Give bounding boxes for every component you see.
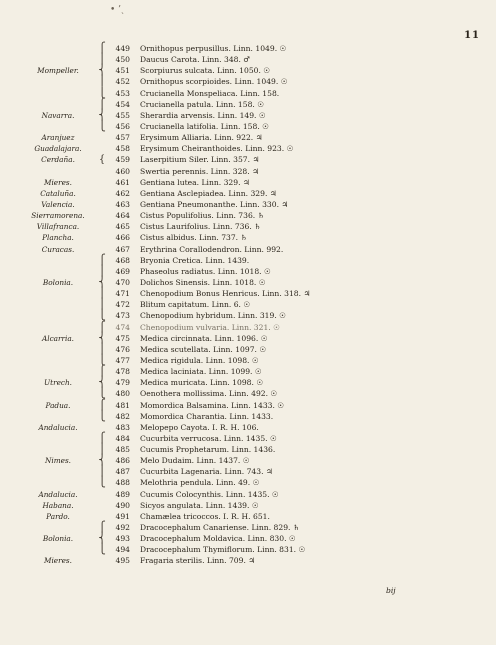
entry-brace: ⎩ — [98, 310, 106, 322]
entry-number: 459 — [115, 155, 130, 165]
entry-location: Mieres. — [44, 556, 72, 566]
entry-number: 490 — [115, 500, 130, 510]
entry-number: 485 — [115, 445, 130, 455]
entry-text: Melopepo Cayota. I. R. H. 106. — [140, 422, 259, 432]
catalog-entry — [0, 99, 496, 110]
entry-text: Erythrina Corallodendron. Linn. 992. — [140, 244, 284, 254]
entry-text: Medica laciniata. Linn. 1099. ☉ — [140, 367, 262, 377]
entry-brace: ⎩ — [98, 544, 106, 556]
entry-location: Cataluña. — [40, 188, 76, 198]
catalog-entry — [0, 477, 496, 488]
catalog-entry — [0, 511, 496, 522]
entry-number: 494 — [115, 545, 130, 555]
catalog-entry — [0, 199, 496, 210]
entry-text: Ornithopus perpusillus. Linn. 1049. ☉ — [140, 44, 287, 53]
entry-number: 470 — [115, 277, 130, 287]
catalog-entry — [0, 121, 496, 132]
catalog-entry — [0, 355, 496, 366]
entry-text: Swertia perennis. Linn. 328. ♃ — [140, 166, 259, 176]
entry-number: 481 — [115, 400, 130, 410]
entry-number: 454 — [115, 99, 130, 109]
catalog-entry — [0, 533, 496, 544]
entry-number: 480 — [115, 389, 130, 399]
entry-number: 489 — [115, 489, 130, 499]
entry-location: Andalucia. — [38, 489, 78, 499]
entry-location: Sierramorena. — [31, 211, 85, 221]
entry-brace: ⎪ — [98, 343, 106, 355]
entry-text: Scorpiurus sulcata. Linn. 1050. ☉ — [140, 66, 271, 76]
entry-text: Crucianella patula. Linn. 158. ☉ — [140, 99, 265, 109]
catchword: bij — [386, 586, 396, 595]
entry-text: Crucianella Monspeliaca. Linn. 158. — [140, 88, 280, 98]
entry-text: Gentiana Asclepiadea. Linn. 329. ♃ — [140, 188, 277, 198]
entry-brace: ⎧ — [98, 43, 106, 54]
catalog-entry — [0, 210, 496, 221]
entry-text: Medica circinnata. Linn. 1096. ☉ — [140, 333, 268, 343]
entry-text: Crucianella latifolia. Linn. 158. ☉ — [140, 121, 269, 131]
entry-number: 488 — [115, 478, 130, 488]
entry-text: Fragaria sterilis. Linn. 709. ♃ — [140, 556, 256, 566]
entry-text: Momordica Balsamina. Linn. 1433. ☉ — [140, 400, 285, 410]
catalog-entry — [0, 555, 496, 566]
entry-location: Valencia. — [41, 199, 75, 209]
entry-location: Cerdaña. — [41, 155, 75, 165]
entry-number: 462 — [115, 188, 130, 198]
catalog-entry — [0, 166, 496, 177]
entry-number: 461 — [115, 177, 130, 187]
entry-brace: ⎪ — [98, 466, 106, 478]
entry-brace: ⎧ — [98, 98, 106, 110]
catalog-entry — [0, 43, 496, 54]
entry-brace: ⎨ — [98, 332, 106, 344]
entry-text: Blitum capitatum. Linn. 6. ☉ — [140, 300, 251, 310]
catalog-entry — [0, 544, 496, 555]
catalog-entry — [0, 65, 496, 76]
catalog-entry — [0, 333, 496, 344]
entry-number: 492 — [115, 523, 130, 533]
entry-text: Cucumis Prophetarum. Linn. 1436. — [140, 445, 276, 455]
entry-location: Plancha. — [42, 233, 74, 243]
entry-brace: ⎧ — [98, 522, 106, 534]
entry-brace: ⎧ — [98, 254, 106, 266]
entry-text: Phaseolus radiatus. Linn. 1018. ☉ — [140, 266, 271, 276]
entry-number: 475 — [115, 333, 130, 343]
entry-location: Habana. — [42, 500, 74, 510]
entry-text: Melothria pendula. Linn. 49. ☉ — [140, 478, 260, 488]
entry-location: Pardo. — [46, 511, 70, 521]
entry-number: 491 — [115, 511, 130, 521]
entry-text: Chamælea tricoccos. I. R. H. 651. — [140, 511, 270, 521]
catalog-entry — [0, 522, 496, 533]
catalog-entry — [0, 277, 496, 288]
entry-text: Erysimum Cheiranthoides. Linn. 923. ☉ — [140, 144, 294, 154]
entry-text: Medica rigidula. Linn. 1098. ☉ — [140, 355, 259, 365]
entry-location: Aranjuez — [41, 133, 75, 143]
catalog-entry — [0, 266, 496, 277]
entry-text: Laserpitium Siler. Linn. 357. ♃ — [140, 155, 260, 165]
entry-brace: ⎩ — [98, 477, 106, 489]
catalog-entry — [0, 388, 496, 399]
entry-text: Chenopodium vulvaria. Linn. 321. ☉ — [140, 322, 280, 332]
entry-text: Chenopodium hybridum. Linn. 319. ☉ — [140, 311, 286, 321]
entry-number: 478 — [115, 367, 130, 377]
entry-text: Cucurbita Lagenaria. Linn. 743. ♃ — [140, 467, 273, 477]
entry-brace: { — [98, 154, 106, 166]
entry-location: Villafranca. — [36, 222, 80, 232]
catalog-entry — [0, 232, 496, 243]
catalog-entry — [0, 288, 496, 299]
catalog-entry — [0, 489, 496, 500]
entry-text: Cucurbita verrucosa. Linn. 1435. ☉ — [140, 433, 277, 443]
entry-text: Gentiana lutea. Linn. 329. ♃ — [140, 177, 250, 187]
catalog-list — [0, 43, 496, 567]
entry-text: Medica scutellata. Linn. 1097. ☉ — [140, 344, 267, 354]
entry-text: Cucumis Colocynthis. Linn. 1435. ☉ — [140, 489, 279, 499]
entry-number: 493 — [115, 534, 130, 544]
catalog-entry — [0, 143, 496, 154]
entry-text: Ornithopus scorpioides. Linn. 1049. ☉ — [140, 77, 288, 87]
entry-text: Dracocephalum Thymiflorum. Linn. 831. ☉ — [140, 545, 306, 555]
entry-text: Chenopodium Bonus Henricus. Linn. 318. ♃ — [140, 289, 311, 299]
entry-text: Cistus Populifolius. Linn. 736. ♄ — [140, 211, 265, 221]
entry-number: 457 — [115, 133, 130, 143]
catalog-entry — [0, 500, 496, 511]
entry-number: 453 — [115, 88, 130, 98]
entry-brace: ⎧ — [98, 432, 106, 444]
entry-number: 479 — [115, 378, 130, 388]
entry-number: 455 — [115, 110, 130, 120]
entry-number: 472 — [115, 300, 130, 310]
entry-location: Bolonia. — [42, 534, 74, 544]
entry-location: Alcarria. — [41, 333, 75, 343]
entry-number: 456 — [115, 121, 130, 131]
entry-brace: ⎪ — [98, 76, 106, 88]
entry-brace: ⎨ — [98, 377, 106, 389]
entry-number: 464 — [115, 211, 130, 221]
catalog-entry — [0, 54, 496, 65]
catalog-entry — [0, 177, 496, 188]
entry-text: Oenothera mollissima. Linn. 492. ☉ — [140, 389, 278, 399]
catalog-entry — [0, 366, 496, 377]
entry-brace: ⎪ — [98, 265, 106, 277]
catalog-entry — [0, 411, 496, 422]
entry-location: Padua. — [45, 400, 71, 410]
entry-brace: ⎪ — [98, 54, 106, 66]
catalog-entry — [0, 322, 496, 333]
entry-number: 474 — [115, 322, 130, 332]
entry-location: Nimes. — [44, 456, 72, 466]
entry-brace: ⎪ — [98, 444, 106, 456]
entry-text: Dracocephalum Canariense. Linn. 829. ♄ — [140, 523, 300, 533]
catalog-entry — [0, 244, 496, 255]
entry-number: 452 — [115, 77, 130, 87]
entry-location: Guadalajara. — [34, 144, 82, 154]
entry-number: 482 — [115, 411, 130, 421]
entry-number: 477 — [115, 355, 130, 365]
entry-brace: ⎧ — [98, 399, 106, 411]
entry-text: Dolichos Sinensis. Linn. 1018. ☉ — [140, 277, 266, 287]
catalog-entry — [0, 310, 496, 321]
catalog-entry — [0, 110, 496, 121]
page-number: 11 — [464, 30, 480, 41]
entry-number: 466 — [115, 233, 130, 243]
catalog-entry — [0, 255, 496, 266]
entry-number: 467 — [115, 244, 130, 254]
entry-brace: ⎨ — [98, 65, 106, 77]
entry-brace: ⎨ — [98, 455, 106, 467]
catalog-entry — [0, 188, 496, 199]
entry-location: Utrech. — [44, 378, 72, 388]
entry-brace: ⎧ — [98, 321, 106, 333]
entry-number: 471 — [115, 289, 130, 299]
entry-location: Mieres. — [44, 177, 72, 187]
entry-number: 473 — [115, 311, 130, 321]
entry-brace: ⎩ — [98, 388, 106, 400]
entry-text: Erysimum Alliaria. Linn. 922. ♃ — [140, 133, 263, 143]
entry-text: Daucus Carota. Linn. 348. ♂ — [140, 55, 251, 65]
catalog-entry — [0, 88, 496, 99]
entry-text: Cistus albidus. Linn. 737. ♄ — [140, 233, 248, 243]
entry-location: Navarra. — [41, 110, 75, 120]
entry-text: Dracocephalum Moldavica. Linn. 830. ☉ — [140, 534, 296, 544]
entry-text: Sherardia arvensis. Linn. 149. ☉ — [140, 110, 266, 120]
entry-number: 483 — [115, 422, 130, 432]
entry-number: 487 — [115, 467, 130, 477]
entry-location: Andalucia. — [38, 422, 78, 432]
entry-brace: ⎩ — [98, 410, 106, 422]
entry-number: 465 — [115, 222, 130, 232]
catalog-entry — [0, 455, 496, 466]
entry-number: 450 — [115, 55, 130, 65]
catalog-entry — [0, 344, 496, 355]
entry-text: Cistus Laurifolius. Linn. 736. ♄ — [140, 222, 261, 232]
entry-location: Mompeller. — [37, 66, 79, 76]
entry-brace: ⎨ — [98, 533, 106, 545]
entry-number: 449 — [115, 44, 130, 53]
entry-number: 495 — [115, 556, 130, 566]
entry-text: Gentiana Pneumonanthe. Linn. 330. ♃ — [140, 199, 289, 209]
catalog-entry — [0, 466, 496, 477]
entry-brace: ⎩ — [98, 87, 106, 99]
entry-number: 463 — [115, 199, 130, 209]
catalog-entry — [0, 76, 496, 87]
entry-brace: ⎪ — [98, 299, 106, 311]
entry-number: 484 — [115, 433, 130, 443]
entry-number: 469 — [115, 266, 130, 276]
catalog-entry — [0, 132, 496, 143]
catalog-entry — [0, 444, 496, 455]
entry-text: Melo Dudaim. Linn. 1437. ☉ — [140, 456, 250, 466]
entry-location: Bolonia. — [42, 277, 74, 287]
entry-number: 451 — [115, 66, 130, 76]
entry-text: Medica muricata. Linn. 1098. ☉ — [140, 378, 264, 388]
entry-brace: ⎧ — [98, 366, 106, 378]
entry-number: 476 — [115, 344, 130, 354]
entry-location: Curacas. — [41, 244, 75, 254]
catalog-entry — [0, 422, 496, 433]
catalog-entry — [0, 400, 496, 411]
catalog-entry — [0, 377, 496, 388]
entry-number: 460 — [115, 166, 130, 176]
catalog-entry — [0, 221, 496, 232]
entry-brace: ⎨ — [98, 276, 106, 288]
entry-brace: ⎪ — [98, 288, 106, 300]
entry-number: 458 — [115, 144, 130, 154]
entry-text: Momordica Charantia. Linn. 1433. — [140, 411, 274, 421]
entry-text: Sicyos angulata. Linn. 1439. ☉ — [140, 500, 259, 510]
entry-text: Bryonia Cretica. Linn. 1439. — [140, 255, 250, 265]
catalog-entry — [0, 154, 496, 165]
entry-number: 468 — [115, 255, 130, 265]
entry-brace: ⎩ — [98, 120, 106, 132]
catalog-entry — [0, 433, 496, 444]
entry-brace: ⎨ — [98, 109, 106, 121]
catalog-entry — [0, 299, 496, 310]
entry-number: 486 — [115, 456, 130, 466]
corner-mark: • ’ˏ — [110, 5, 125, 15]
entry-brace: ⎩ — [98, 354, 106, 366]
